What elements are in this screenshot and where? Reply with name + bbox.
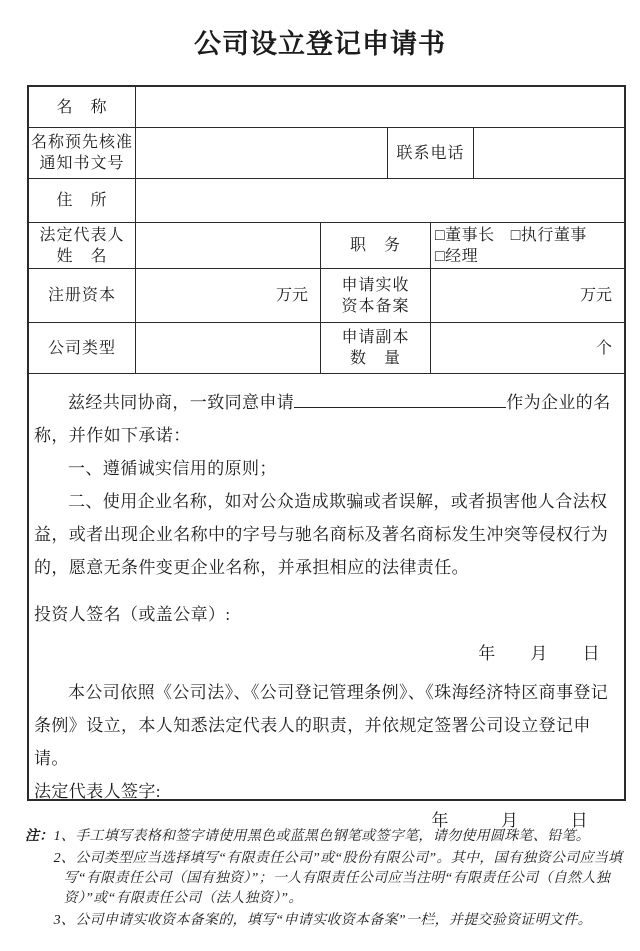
date-line-investor: 年 月 日 xyxy=(478,644,600,663)
footnote-marker: 3、 xyxy=(53,913,76,928)
checkbox-icon: □ xyxy=(435,247,446,265)
footnotes xyxy=(25,827,627,933)
paid-in-capital-field[interactable] xyxy=(430,269,624,322)
position-option-label: 董事长 xyxy=(445,226,495,244)
footnote-item-3 xyxy=(54,911,627,931)
footnote-item-1 xyxy=(54,827,627,847)
row-company-name xyxy=(29,87,624,127)
legal-rep-label-line1: 法定代表人 xyxy=(39,226,125,244)
registered-capital-field[interactable] xyxy=(135,269,320,322)
checkbox-icon: □ xyxy=(435,226,446,244)
copies-label-line1: 申请副本 xyxy=(341,329,410,346)
approval-number-field[interactable] xyxy=(135,128,387,178)
company-type-field[interactable] xyxy=(135,323,320,373)
page-title: 公司设立登记申请书 xyxy=(194,29,446,59)
agreement-item-2: 二、使用企业名称，如对公众造成欺骗或者误解，或者损害他人合法权益，或者出现企业名称中的字号与驰名商标及著名商标发生冲突等侵权行为的，愿意无条件变更企业名称，并承担相应的法律责任。 xyxy=(34,492,609,577)
footnote-text: 公司类型应当选择填写“有限责任公司”或“股份有限公司”。其中，国有独资公司应当填写“有限责任公司（国有独资）”；一人有限责任公司应当注明“有限责任公司（自然人独资）”或“有限责任公司（法人独资）”。 xyxy=(63,851,623,906)
paid-in-capital-unit: 万元 xyxy=(579,287,612,304)
footnotes-label: 注： xyxy=(25,829,54,844)
footnote-marker: 1、 xyxy=(53,829,76,844)
row-address xyxy=(29,178,624,222)
position-checkbox-chairman[interactable] xyxy=(435,227,495,244)
address-field[interactable] xyxy=(135,179,624,222)
company-name-field[interactable] xyxy=(135,87,624,127)
legal-rep-name-field[interactable] xyxy=(135,223,320,268)
footnote-item-2 xyxy=(54,849,627,909)
agreement-p1-suffix: 作为企业的名称，并作如下承诺： xyxy=(34,393,611,445)
company-name-blank[interactable] xyxy=(294,405,506,408)
date-line-legal-rep: 年 月 日 xyxy=(431,811,588,830)
paid-in-label-line1: 申请实收 xyxy=(341,276,410,294)
approval-label-line2: 通知书文号 xyxy=(39,155,125,172)
law-paragraph: 本公司依照《公司法》、《公司登记管理条例》、《珠海经济特区商事登记条例》设立，本人知悉法定代表人的职责，并依规定签署公司设立登记申请。 xyxy=(34,683,609,768)
agreement-paragraph-1 xyxy=(34,386,620,452)
paid-in-capital-label xyxy=(320,269,430,322)
contact-phone-field[interactable] xyxy=(473,128,624,178)
agreement-section xyxy=(29,373,624,830)
row-approval-number xyxy=(29,127,624,178)
agreement-p1-prefix: 兹经共同协商，一致同意申请 xyxy=(68,393,295,412)
investor-signature-label: 投资人签名（或盖公章）: xyxy=(34,605,231,624)
legal-rep-signature-label: 法定代表人签字: xyxy=(34,782,161,801)
copies-unit: 个 xyxy=(595,339,612,357)
footnotes-list xyxy=(54,827,627,933)
footnote-marker: 2、 xyxy=(53,851,76,866)
address-label: 住 所 xyxy=(56,192,108,209)
position-option-label: 经理 xyxy=(445,247,479,265)
checkbox-icon: □ xyxy=(510,226,521,244)
footnote-text: 手工填写表格和签字请使用黑色或蓝黑色钢笔或签字笔，请勿使用圆珠笔、铅笔。 xyxy=(75,829,591,844)
approval-number-label xyxy=(29,128,135,178)
company-name-label: 名 称 xyxy=(56,98,108,116)
copies-count-label xyxy=(320,323,430,373)
registered-capital-label: 注册资本 xyxy=(47,287,116,304)
paid-in-label-line2: 资本备案 xyxy=(341,297,410,315)
position-option-label: 执行董事 xyxy=(520,226,587,244)
company-type-label: 公司类型 xyxy=(47,339,116,357)
position-checkbox-executive-director[interactable] xyxy=(511,227,587,244)
row-capital xyxy=(29,268,624,322)
approval-label-line1: 名称预先核准 xyxy=(30,134,133,151)
position-options-cell xyxy=(430,223,624,268)
registered-capital-unit: 万元 xyxy=(275,287,308,304)
registration-table xyxy=(27,85,626,830)
footnote-text: 公司申请实收资本备案的，填写“申请实收资本备案”一栏，并提交验资证明文件。 xyxy=(75,913,592,928)
position-checkbox-manager[interactable] xyxy=(435,248,478,265)
position-label: 职 务 xyxy=(320,223,430,268)
row-legal-rep xyxy=(29,222,624,268)
copies-label-line2: 数 量 xyxy=(349,350,401,367)
legal-rep-name-label xyxy=(29,223,135,268)
row-company-type xyxy=(29,322,624,373)
legal-rep-label-line2: 姓 名 xyxy=(56,247,108,265)
copies-count-field[interactable] xyxy=(430,323,624,373)
contact-phone-label: 联系电话 xyxy=(387,128,473,178)
agreement-item-1: 一、遵循诚实信用的原则； xyxy=(68,459,277,478)
